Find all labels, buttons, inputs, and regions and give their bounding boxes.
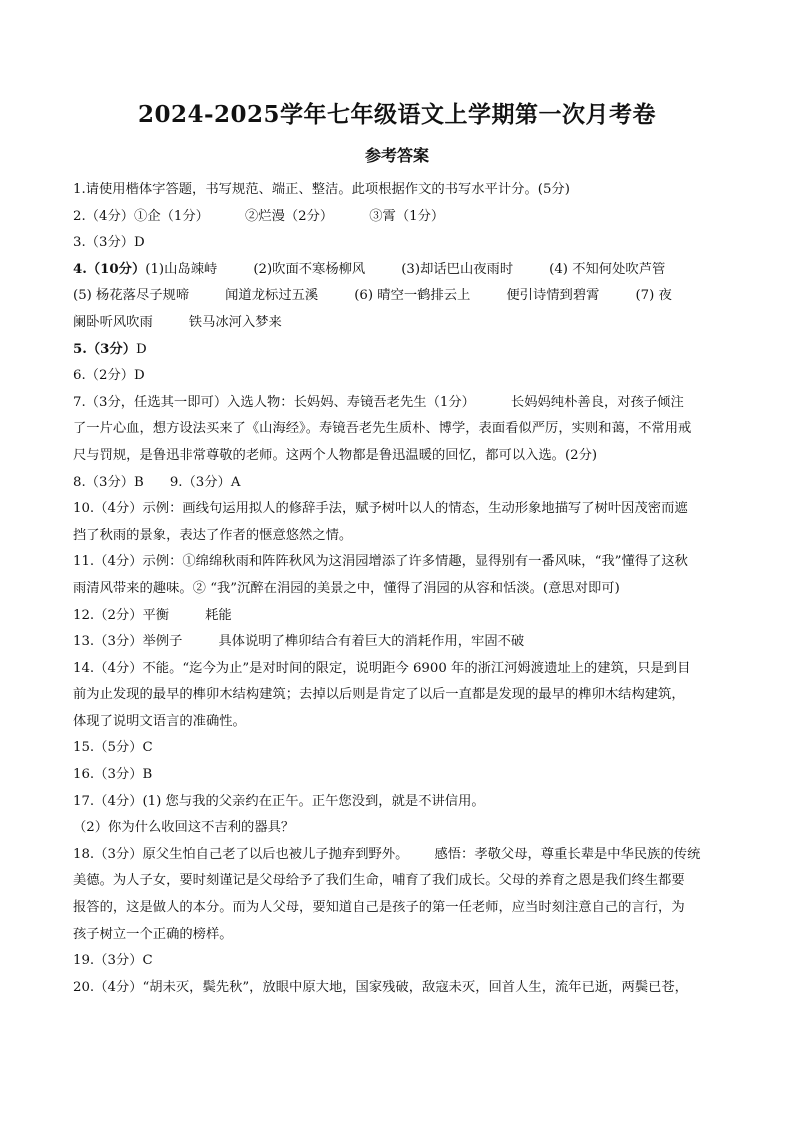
answer-q18-line2: 美德。为人子女，要时刻谨记是父母给予了我们生命，哺育了我们成长。父母的养育之恩是我们终生都要 [73, 873, 685, 889]
answer-q14-line1: 14.（4分）不能。“迄今为止”是对时间的限定，说明距今 6900 年的浙江河姆渡遗址上的建筑，只是到目 [73, 660, 691, 676]
answer-q16: 16.（3分）B [73, 767, 153, 783]
answer-q11-line2: 雨清风带来的趣味。② “我”沉醉在涓园的美景之中，懂得了涓园的从容和恬淡。(意思对即可) [73, 580, 620, 596]
answer-q4-line2: (5) 杨花落尽子规啼 闻道龙标过五溪 (6) 晴空一鹤排云上 便引诗情到碧霄 (7) 夜 [73, 288, 672, 304]
answer-q10-line2: 挡了秋雨的景象，表达了作者的惬意悠然之情。 [73, 527, 353, 543]
answer-q19: 19.（3分）C [73, 953, 153, 969]
answer-q14-line2: 前为止发现的最早的榫卯木结构建筑；去掉以后则是肯定了以后一直都是发现的最早的榫卯木结构建筑， [73, 687, 685, 703]
answer-q7-line3: 尺与罚规，是鲁迅非常尊敬的老师。这两个人物都是鲁迅温暖的回忆，都可以入选。(2分) [73, 447, 598, 463]
answer-q5: 5.（3分）D [73, 341, 147, 357]
answer-q1: 1.请使用楷体字答题，书写规范、端正、整洁。此项根据作文的书写水平计分。(5分) [73, 182, 570, 197]
answer-list [73, 177, 723, 1001]
answer-q14-line3: 体现了说明文语言的准确性。 [73, 713, 246, 729]
answer-q10-line1: 10.（4分）示例：画线句运用拟人的修辞手法，赋予树叶以人的情态，生动形象地描写了树叶因茂密而遮 [73, 501, 688, 517]
answer-q13: 13.（3分）举例子 具体说明了榫卯结合有着巨大的消耗作用，牢固不破 [73, 634, 525, 650]
answer-q17-line2: （2）你为什么收回这不吉利的器具？ [73, 820, 295, 836]
document-title: 2024-2025学年七年级语文上学期第一次月考卷 [137, 101, 657, 128]
answer-q18-line4: 孩子树立一个正确的榜样。 [73, 926, 233, 942]
answer-q7-line1: 7.（3分，任选其一即可）入选人物：长妈妈、寿镜吾老先生（1分） 长妈妈纯朴善良，对孩子倾注 [73, 394, 684, 410]
answer-q20-line1: 20.（4分）“胡未灭，鬓先秋”，放眼中原大地，国家残破，敌寇未灭，回首人生，流年已逝，两鬓已苍， [73, 979, 688, 995]
answer-q3: 3.（3分）D [73, 235, 145, 251]
answer-q2: 2.（4分）①企（1分） ②烂漫（2分） ③霄（1分） [73, 208, 445, 224]
answer-q11-line1: 11.（4分）示例：①绵绵秋雨和阵阵秋风为这涓园增添了许多情趣，显得别有一番风味，“我”懂得了这秋 [73, 554, 688, 570]
answer-q18-line3: 报答的，这是做人的本分。而为人父母，要知道自己是孩子的第一任老师，应当时刻注意自己的言行，为 [73, 900, 685, 916]
answer-q7-line2: 了一片心血，想方设法买来了《山海经》。寿镜吾老先生质朴、博学，表面看似严厉，实则和蔼，不常用戒 [73, 421, 692, 437]
document-subtitle: 参考答案 [364, 146, 429, 165]
answer-q18-line1: 18.（3分）原父生怕自己老了以后也被儿子抛弃到野外。 感悟：孝敬父母，尊重长辈是中华民族的传统 [73, 846, 701, 862]
answer-q12: 12.（2分）平衡 耗能 [73, 607, 232, 623]
answer-q4-line3: 阑卧听风吹雨 铁马冰河入梦来 [73, 314, 282, 330]
answer-q8-q9: 8.（3分）B 9.（3分）A [73, 474, 241, 490]
answer-q6: 6.（2分）D [73, 368, 145, 384]
answer-q15: 15.（5分）C [73, 740, 153, 756]
answer-q17-line1: 17.（4分）(1) 您与我的父亲约在正午。正午您没到，就是不讲信用。 [73, 793, 485, 809]
answer-q4-line1: 4.（10分）(1)山岛竦峙 (2)吹面不寒杨柳风 (3)却话巴山夜雨时 (4) 不知何处吹芦管 [73, 261, 666, 277]
